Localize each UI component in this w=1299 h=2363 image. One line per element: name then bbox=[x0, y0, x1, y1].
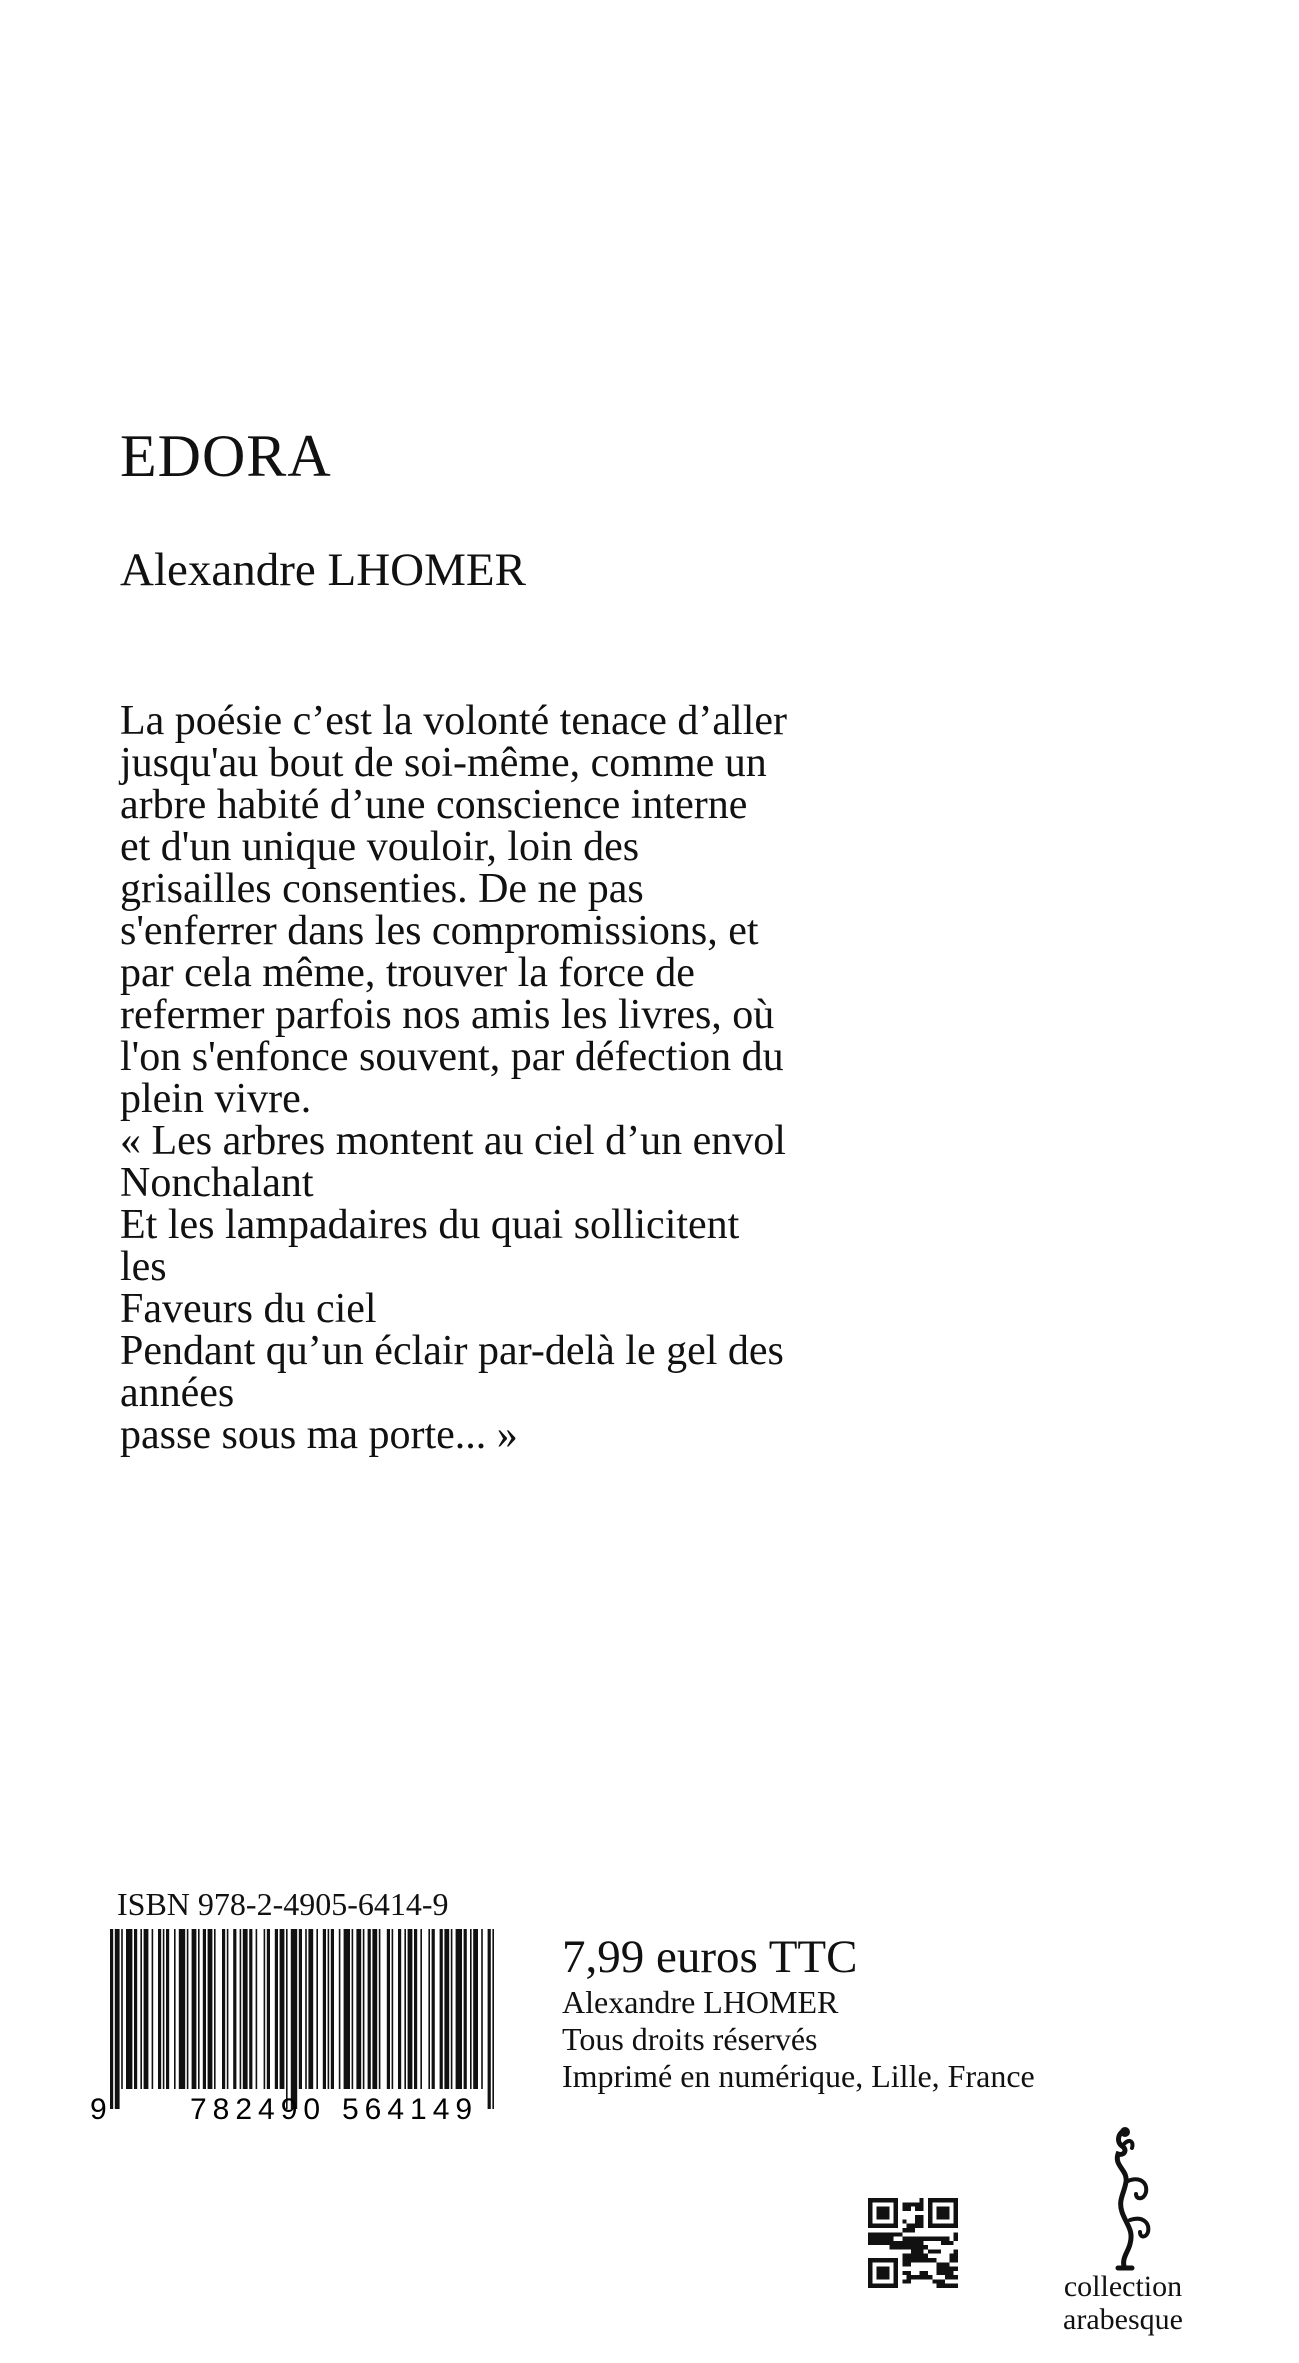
blurb-line: arbre habité d’une conscience interne bbox=[120, 782, 748, 828]
barcode-bar bbox=[328, 1929, 330, 2089]
barcode-bar bbox=[291, 1929, 297, 2109]
barcode-bar bbox=[470, 1929, 472, 2089]
blurb-line: années bbox=[120, 1370, 235, 1416]
book-title: EDORA bbox=[120, 423, 332, 489]
barcode-bar bbox=[286, 1929, 288, 2109]
barcode-bar bbox=[398, 1929, 401, 2089]
book-author: Alexandre LHOMER bbox=[120, 544, 526, 596]
collection-line: arabesque bbox=[1063, 2303, 1183, 2336]
blurb-line: s'enferrer dans les compromissions, et bbox=[120, 908, 759, 954]
barcode-bar bbox=[222, 1929, 225, 2089]
barcode-bar bbox=[140, 1929, 142, 2089]
barcode-bar bbox=[352, 1929, 354, 2089]
barcode-bar bbox=[280, 1929, 285, 2089]
blurb-line: l'on s'enfonce souvent, par défection du bbox=[120, 1034, 784, 1080]
barcode-right-digits: 564149 bbox=[342, 2093, 479, 2126]
barcode-bar bbox=[144, 1929, 149, 2089]
barcode-bar bbox=[264, 1929, 266, 2089]
barcode-bar bbox=[308, 1929, 313, 2089]
barcode-bar bbox=[166, 1929, 169, 2089]
arabesque-logo-icon bbox=[1078, 2120, 1178, 2280]
barcode-bar bbox=[316, 1929, 318, 2089]
barcode-bar bbox=[187, 1929, 189, 2089]
barcode-left-digits: 782490 bbox=[190, 2093, 327, 2126]
blurb-line: refermer parfois nos amis les livres, où bbox=[120, 992, 775, 1038]
blurb-line: Et les lampadaires du quai sollicitent bbox=[120, 1202, 740, 1248]
barcode-bar bbox=[179, 1929, 185, 2089]
barcode-bar bbox=[208, 1929, 213, 2089]
barcode-bar bbox=[275, 1929, 278, 2089]
barcode-bar bbox=[488, 1929, 491, 2109]
imprint-printed: Imprimé en numérique, Lille, France bbox=[562, 2058, 1035, 2094]
barcode-bar bbox=[339, 1929, 341, 2089]
barcode-bar bbox=[451, 1929, 453, 2089]
qr-code-icon bbox=[868, 2198, 958, 2288]
barcode-bar bbox=[368, 1929, 371, 2089]
blurb-line: Pendant qu’un éclair par-delà le gel des bbox=[120, 1328, 784, 1374]
price: 7,99 euros TTC bbox=[562, 1931, 858, 1983]
barcode-bar bbox=[249, 1929, 252, 2089]
blurb-line: jusqu'au bout de soi-même, comme un bbox=[120, 740, 767, 786]
barcode-bar bbox=[387, 1929, 390, 2089]
barcode-bar bbox=[305, 1929, 307, 2089]
barcode-bar bbox=[331, 1929, 334, 2089]
barcode-bar bbox=[152, 1929, 154, 2089]
barcode-bar bbox=[420, 1929, 422, 2089]
isbn-label: ISBN 978-2-4905-6414-9 bbox=[117, 1886, 449, 1922]
collection-line: collection bbox=[1063, 2270, 1183, 2303]
blurb-line: passe sous ma porte... » bbox=[120, 1412, 518, 1458]
barcode-bar bbox=[440, 1929, 443, 2089]
barcode-bar bbox=[198, 1929, 200, 2089]
barcode-bar bbox=[126, 1929, 132, 2089]
blurb-line: et d'un unique vouloir, loin des bbox=[120, 824, 640, 870]
barcode-bar bbox=[404, 1929, 406, 2089]
barcode-bar bbox=[456, 1929, 462, 2089]
imprint-block bbox=[562, 1930, 1035, 2095]
barcode-bar bbox=[379, 1929, 381, 2089]
barcode-bar bbox=[392, 1929, 394, 2089]
barcode-bar bbox=[432, 1929, 435, 2089]
blurb-line: plein vivre. bbox=[120, 1076, 312, 1122]
barcode-bar bbox=[492, 1929, 494, 2109]
barcode-bar bbox=[115, 1929, 120, 2109]
barcode-first-digit: 9 bbox=[90, 2093, 107, 2126]
blurb-line: par cela même, trouver la force de bbox=[120, 950, 695, 996]
barcode-bar bbox=[356, 1929, 361, 2089]
barcode-bar bbox=[134, 1929, 137, 2089]
blurb-line: Faveurs du ciel bbox=[120, 1286, 377, 1332]
barcode-bar bbox=[428, 1929, 430, 2089]
barcode-bar bbox=[344, 1929, 350, 2089]
barcode-bar bbox=[110, 1929, 113, 2109]
barcode-bar bbox=[121, 1929, 123, 2089]
barcode-bar bbox=[323, 1929, 326, 2089]
publisher-collection bbox=[1048, 2270, 1198, 2336]
blurb-line: « Les arbres montent au ciel d’un envol bbox=[120, 1118, 786, 1164]
blurb-line: les bbox=[120, 1244, 167, 1290]
barcode-bar bbox=[299, 1929, 302, 2089]
isbn-barcode bbox=[84, 1929, 504, 2129]
barcode-bar bbox=[414, 1929, 417, 2089]
barcode-bar bbox=[240, 1929, 242, 2089]
barcode-bar bbox=[408, 1929, 413, 2089]
barcode-bar bbox=[243, 1929, 248, 2089]
imprint-rights: Tous droits réservés bbox=[562, 2021, 818, 2057]
barcode-bar bbox=[214, 1929, 216, 2089]
barcode-bar bbox=[163, 1929, 165, 2089]
barcode-bar bbox=[267, 1929, 270, 2089]
barcode-bar bbox=[233, 1929, 236, 2089]
barcode-bar bbox=[464, 1929, 467, 2089]
blurb-line: La poésie c’est la volonté tenace d’aller bbox=[120, 698, 787, 744]
back-cover-blurb bbox=[120, 700, 1000, 1456]
blurb-line: Nonchalant bbox=[120, 1160, 314, 1206]
barcode-bar bbox=[363, 1929, 365, 2089]
barcode-bar bbox=[256, 1929, 258, 2089]
barcode-bar bbox=[158, 1929, 161, 2089]
barcode-bar bbox=[473, 1929, 478, 2089]
barcode-bar bbox=[372, 1929, 377, 2089]
barcode-bar bbox=[203, 1929, 206, 2089]
blurb-line: grisailles consenties. De ne pas bbox=[120, 866, 644, 912]
barcode-bar bbox=[192, 1929, 197, 2089]
barcode-bar bbox=[481, 1929, 483, 2089]
imprint-author: Alexandre LHOMER bbox=[562, 1984, 839, 2020]
barcode-bar bbox=[444, 1929, 449, 2089]
barcode-bar bbox=[227, 1929, 229, 2089]
barcode-bar bbox=[174, 1929, 176, 2089]
